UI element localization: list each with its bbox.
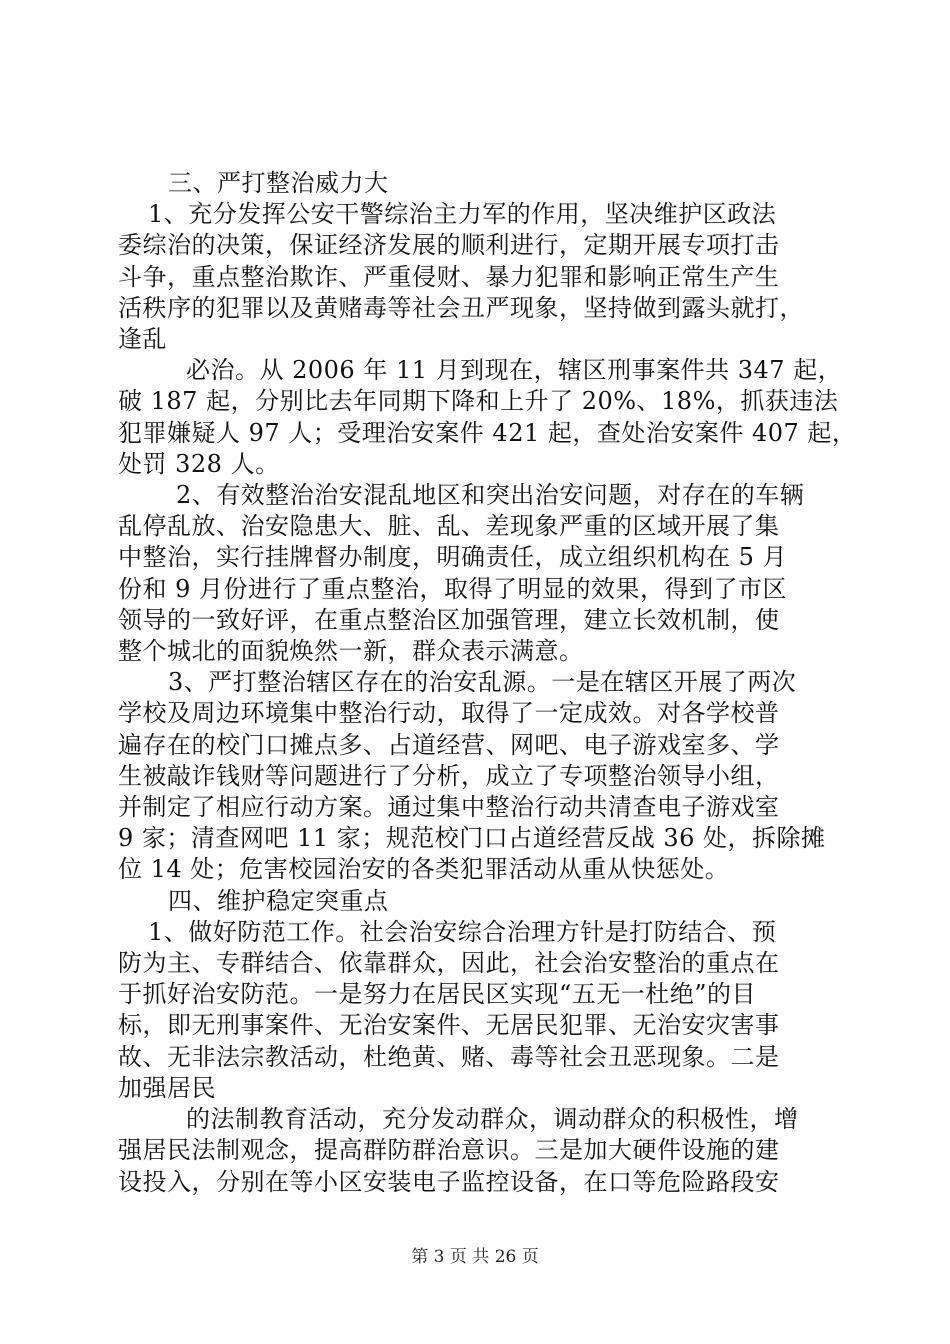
paragraph-line: 必治。从 2006 年 11 月到现在，辖区刑事案件共 347 起， <box>186 356 843 385</box>
paragraph-line: 逢乱 <box>118 325 167 354</box>
paragraph-line: 处罚 328 人。 <box>118 449 280 478</box>
paragraph-line: 斗争，重点整治欺诈、严重侵财、暴力犯罪和影响正常生产生 <box>118 262 780 291</box>
paragraph-line: 加强居民 <box>118 1073 216 1102</box>
paragraph-line: 于抓好治安防范。一是努力在居民区实现“五无一杜绝”的目 <box>118 980 757 1009</box>
paragraph-line: 故、无非法宗教活动，杜绝黄、赌、毒等社会丑恶现象。二是 <box>118 1042 780 1071</box>
section-heading: 四、维护稳定突重点 <box>168 886 389 915</box>
paragraph-line: 破 187 起，分别比去年同期下降和上升了 20%、18%，抓获违法 <box>118 387 839 416</box>
section-heading: 三、严打整治威力大 <box>168 169 389 197</box>
paragraph-line: 整个城北的面貌焕然一新，群众表示满意。 <box>118 637 584 666</box>
paragraph-line: 位 14 处；危害校园治安的各类犯罪活动从重从快惩处。 <box>118 855 730 884</box>
paragraph-line: 学校及周边环境集中整治行动，取得了一定成效。对各学校普 <box>118 699 780 728</box>
paragraph-line: 份和 9 月份进行了重点整治，取得了明显的效果，得到了市区 <box>118 574 788 603</box>
paragraph-line: 1、充分发挥公安干警综治主力军的作用，坚决维护区政法 <box>148 200 777 229</box>
paragraph-line: 遍存在的校门口摊点多、占道经营、网吧、电子游戏室多、学 <box>118 730 780 759</box>
paragraph-line: 设投入，分别在等小区安装电子监控设备，在口等危险路段安 <box>118 1167 780 1196</box>
paragraph-line: 防为主、专群结合、依靠群众，因此，社会治安整治的重点在 <box>118 949 780 978</box>
paragraph-line: 领导的一致好评，在重点整治区加强管理，建立长效机制，使 <box>118 605 780 634</box>
paragraph-line: 犯罪嫌疑人 97 人；受理治安案件 421 起，查处治安案件 407 起， <box>118 418 857 447</box>
paragraph-line: 的法制教育活动，充分发动群众，调动群众的积极性，增 <box>186 1105 799 1134</box>
paragraph-line: 委综治的决策，保证经济发展的顺利进行，定期开展专项打击 <box>118 231 780 260</box>
paragraph-line: 生被敲诈钱财等问题进行了分析，成立了专项整治领导小组， <box>118 761 780 790</box>
paragraph-line: 9 家；清查网吧 11 家；规范校门口占道经营反战 36 处，拆除摊 <box>118 824 826 853</box>
paragraph-line: 中整治，实行挂牌督办制度，明确责任，成立组织机构在 5 月 <box>118 543 788 572</box>
paragraph-line: 1、做好防范工作。社会治安综合治理方针是打防结合、预 <box>148 917 777 946</box>
paragraph-line: 乱停乱放、治安隐患大、脏、乱、差现象严重的区域开展了集 <box>118 512 780 541</box>
paragraph-line: 并制定了相应行动方案。通过集中整治行动共清查电子游戏室 <box>118 793 780 822</box>
document-body <box>118 168 857 1198</box>
paragraph-line: 活秩序的犯罪以及黄赌毒等社会丑严现象，坚持做到露头就打， <box>118 293 804 322</box>
paragraph-line: 强居民法制观念，提高群防群治意识。三是加大硬件设施的建 <box>118 1136 780 1165</box>
paragraph-line: 标，即无刑事案件、无治安案件、无居民犯罪、无治安灾害事 <box>118 1011 780 1040</box>
page-number-footer: 第 3 页 共 26 页 <box>411 1247 539 1267</box>
paragraph-line: 3、严打整治辖区存在的治安乱源。一是在辖区开展了两次 <box>168 668 797 697</box>
paragraph-line: 2、有效整治治安混乱地区和突出治安问题，对存在的车辆 <box>176 481 805 510</box>
